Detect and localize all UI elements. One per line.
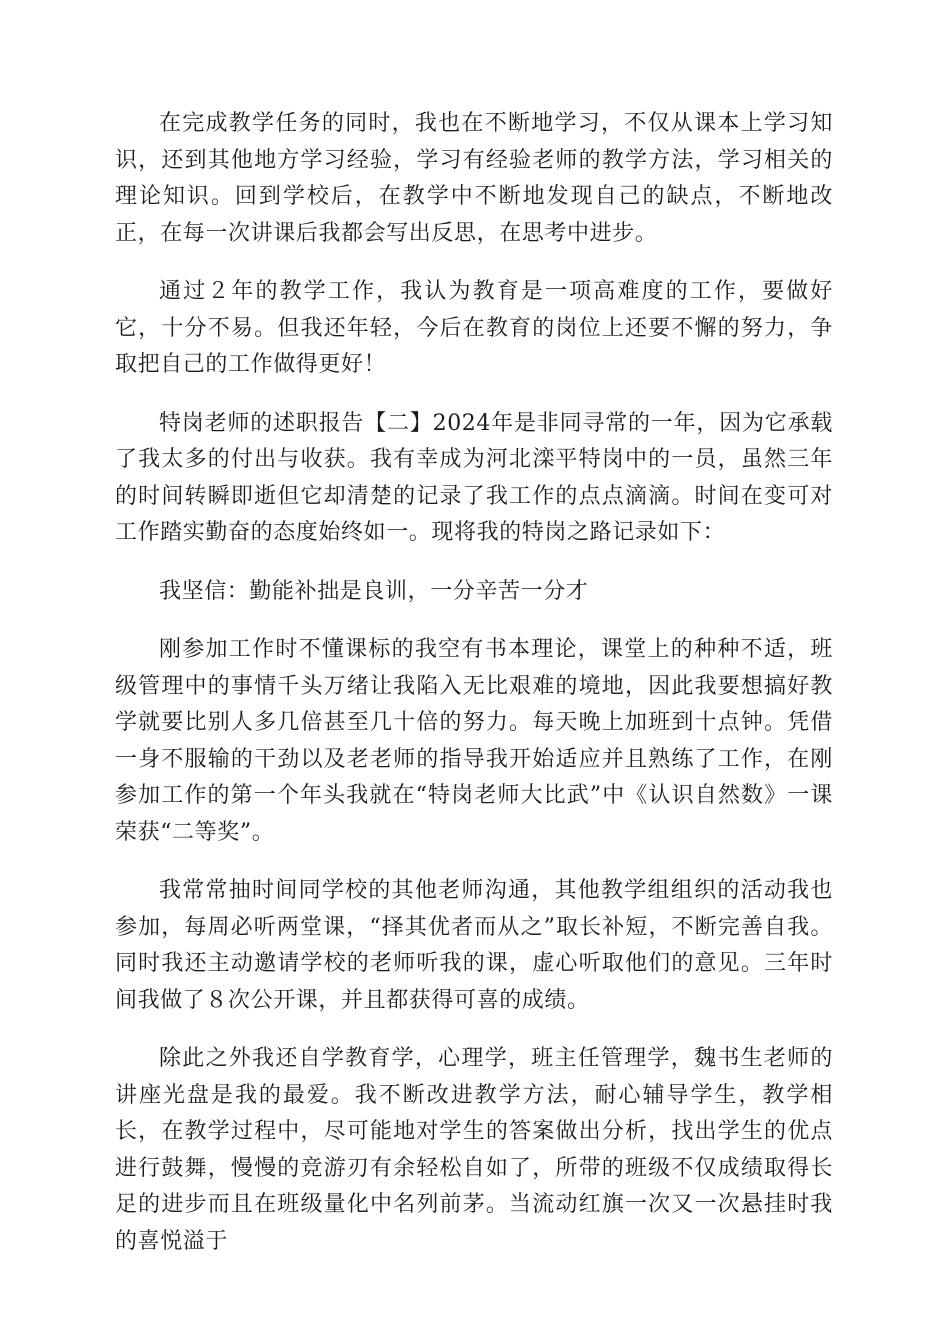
- paragraph: 我坚信：勤能补拙是良训，一分辛苦一分才: [159, 578, 589, 604]
- paragraph: 在完成教学任务的同时，我也在不断地学习，不仅从课本上学习知识，还到其他地方学习经验，学习有经验老师的教学方法，学习相关的理论知识。回到学校后，在教学中不断地发现自己的缺点，不断地改正，在每一次讲课后我都会写出反思，在思考中进步。: [115, 111, 833, 246]
- document-body: [115, 106, 833, 1282]
- paragraph: 除此之外我还自学教育学，心理学，班主任管理学，魏书生老师的讲座光盘是我的最爱。我不断改进教学方法，耐心辅导学生，教学相长，在教学过程中，尽可能地对学生的答案做出分析，找出学生的优点进行鼓舞，慢慢的竞游刃有余轻松自如了，所带的班级不仅成绩取得长足的进步而且在班级量化中名列前茅。当流动红旗一次又一次悬挂时我的喜悦溢于: [115, 1046, 833, 1254]
- paragraph: 我常常抽时间同学校的其他老师沟通，其他教学组组织的活动我也参加，每周必听两堂课，“择其优者而从之”取长补短，不断完善自我。同时我还主动邀请学校的老师听我的课，虚心听取他们的意见。三年时间我做了８次公开课，并且都获得可喜的成绩。: [115, 878, 833, 1013]
- paragraph: 通过２年的教学工作，我认为教育是一项高难度的工作，要做好它，十分不易。但我还年轻，今后在教育的岗位上还要不懈的努力，争取把自己的工作做得更好！: [115, 279, 833, 377]
- paragraph: 刚参加工作时不懂课标的我空有书本理论，课堂上的种种不适，班级管理中的事情千头万绪让我陷入无比艰难的境地，因此我要想搞好教学就要比别人多几倍甚至几十倍的努力。每天晚上加班到十点钟。凭借一身不服输的干劲以及老老师的指导我开始适应并且熟练了工作，在刚参加工作的第一个年头我就在“特岗老师大比武”中《认识自然数》一课荣获“二等奖”。: [115, 637, 833, 845]
- paragraph: 特岗老师的述职报告【二】2024年是非同寻常的一年，因为它承载了我太多的付出与收获。我有幸成为河北滦平特岗中的一员，虽然三年的时间转瞬即逝但它却清楚的记录了我工作的点点滴滴。时间在变可对工作踏实勤奋的态度始终如一。现将我的特岗之路记录如下：: [115, 410, 833, 545]
